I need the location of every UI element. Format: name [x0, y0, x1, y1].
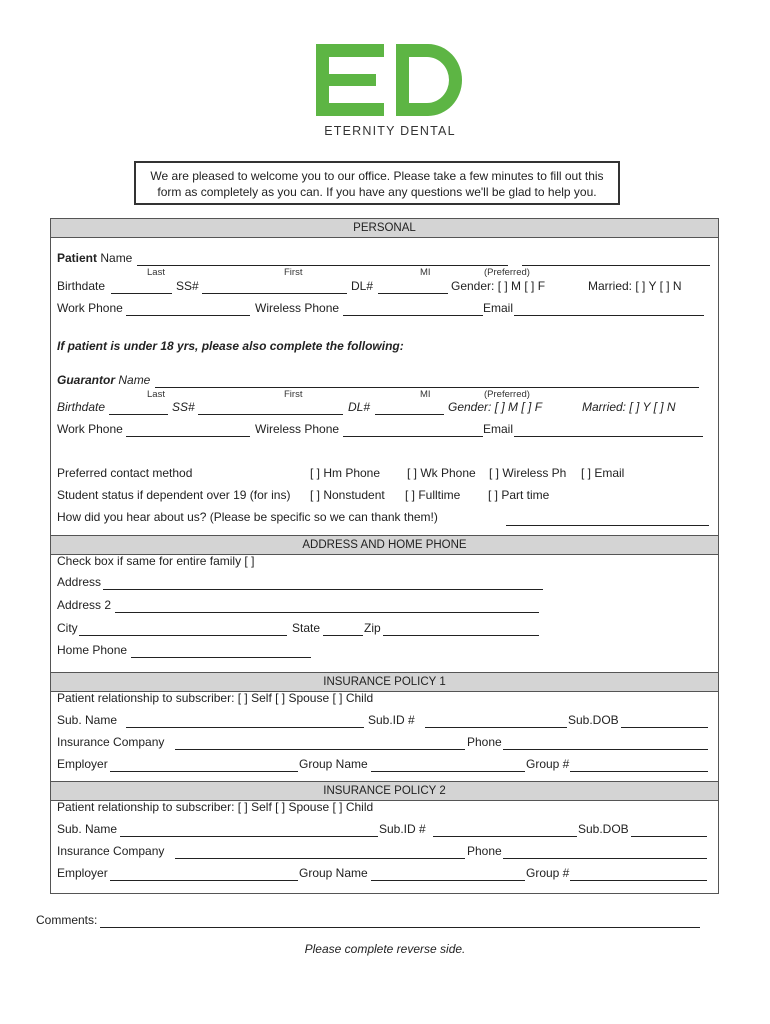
sublabel-first: First — [284, 267, 303, 278]
city-label: City — [57, 621, 78, 635]
student-full-checkbox[interactable]: [ ] Fulltime — [405, 488, 461, 502]
hear-about-field[interactable] — [506, 525, 709, 526]
patient-name-field[interactable] — [137, 265, 508, 266]
state-label: State — [292, 621, 321, 635]
g-ss-label: SS# — [172, 400, 195, 414]
ins2-company-label: Insurance Company — [57, 844, 165, 858]
ins2-group-no-label: Group # — [526, 866, 570, 880]
ins2-relationship-options[interactable]: Patient relationship to subscriber: [ ] Self [ ] Spouse [ ] Child — [57, 800, 374, 814]
ins1-employer-label: Employer — [57, 757, 108, 771]
brand-name — [300, 124, 480, 138]
gender-options[interactable]: Gender: [ ] M [ ] F — [451, 279, 546, 293]
wireless-phone-label: Wireless Phone — [255, 301, 340, 315]
section-insurance1-header: INSURANCE POLICY 1 — [51, 672, 718, 692]
guarantor-name-field[interactable] — [155, 387, 699, 388]
g-dl-field[interactable] — [375, 414, 444, 415]
ins1-phone-label: Phone — [467, 735, 502, 749]
address2-label: Address 2 — [57, 598, 112, 612]
student-part-checkbox[interactable]: [ ] Part time — [488, 488, 550, 502]
dl-label: DL# — [351, 279, 374, 293]
ed-logo-mark — [300, 38, 480, 120]
ins1-sub-dob-field[interactable] — [621, 727, 708, 728]
welcome-line-1: We are pleased to welcome you to our office. Please take a few minutes to fill out this — [150, 169, 604, 183]
ins1-group-no-label: Group # — [526, 757, 570, 771]
g-email-field[interactable] — [514, 436, 703, 437]
birthdate-field[interactable] — [111, 293, 172, 294]
home-phone-label: Home Phone — [57, 643, 128, 657]
contact-wk-checkbox[interactable]: [ ] Wk Phone — [407, 466, 476, 480]
ins2-sub-dob-label: Sub.DOB — [578, 822, 629, 836]
ins1-sub-dob-label: Sub.DOB — [568, 713, 619, 727]
brand-primary: ETERNITY — [324, 124, 396, 138]
birthdate-label: Birthdate — [57, 279, 106, 293]
contact-email-checkbox[interactable]: [ ] Email — [581, 466, 625, 480]
patient-name-label: Patient Name — [57, 251, 133, 265]
address2-field[interactable] — [115, 612, 539, 613]
comments-label: Comments: — [36, 913, 98, 927]
ins1-phone-field[interactable] — [503, 749, 708, 750]
email-field[interactable] — [514, 315, 704, 316]
ins2-employer-label: Employer — [57, 866, 108, 880]
ins2-sub-id-field[interactable] — [433, 836, 577, 837]
ins2-group-name-field[interactable] — [371, 880, 525, 881]
hear-about-label: How did you hear about us? (Please be specific so we can thank them!) — [57, 510, 438, 524]
registration-form — [50, 218, 719, 894]
g-work-phone-label: Work Phone — [57, 422, 123, 436]
logo — [300, 38, 480, 144]
ss-label: SS# — [176, 279, 199, 293]
ins1-relationship-options[interactable]: Patient relationship to subscriber: [ ] Self [ ] Spouse [ ] Child — [57, 691, 374, 705]
g-gender-options[interactable]: Gender: [ ] M [ ] F — [448, 400, 543, 414]
section-personal-header: PERSONAL — [51, 219, 718, 238]
ins1-company-label: Insurance Company — [57, 735, 165, 749]
contact-method-label: Preferred contact method — [57, 466, 193, 480]
ins2-sub-name-field[interactable] — [120, 836, 378, 837]
address-field[interactable] — [103, 589, 543, 590]
patient-preferred-field[interactable] — [522, 265, 710, 266]
section-insurance2-header: INSURANCE POLICY 2 — [51, 781, 718, 801]
work-phone-field[interactable] — [126, 315, 250, 316]
zip-field[interactable] — [383, 635, 539, 636]
g-ss-field[interactable] — [198, 414, 343, 415]
zip-label: Zip — [364, 621, 381, 635]
g-work-phone-field[interactable] — [126, 436, 250, 437]
g-sublabel-preferred: (Preferred) — [484, 389, 530, 400]
guarantor-name-label: Guarantor Name — [57, 373, 151, 387]
ins2-employer-field[interactable] — [110, 880, 298, 881]
g-sublabel-first: First — [284, 389, 303, 400]
comments-field[interactable] — [100, 927, 700, 928]
work-phone-label: Work Phone — [57, 301, 123, 315]
contact-wireless-checkbox[interactable]: [ ] Wireless Ph — [489, 466, 567, 480]
ins2-sub-name-label: Sub. Name — [57, 822, 118, 836]
g-birthdate-field[interactable] — [109, 414, 168, 415]
sublabel-last: Last — [147, 267, 165, 278]
ins2-phone-field[interactable] — [503, 858, 707, 859]
sublabel-mi: MI — [420, 267, 431, 278]
city-field[interactable] — [79, 635, 287, 636]
brand-secondary: DENTAL — [400, 124, 456, 138]
welcome-line-2: form as completely as you can. If you have any questions we'll be glad to help you. — [157, 185, 597, 199]
email-label: Email — [483, 301, 514, 315]
ins1-group-name-field[interactable] — [371, 771, 525, 772]
ins2-company-field[interactable] — [175, 858, 465, 859]
ins1-sub-name-label: Sub. Name — [57, 713, 118, 727]
dl-field[interactable] — [378, 293, 448, 294]
g-birthdate-label: Birthdate — [57, 400, 106, 414]
ins1-group-no-field[interactable] — [570, 771, 708, 772]
student-status-label: Student status if dependent over 19 (for ins) — [57, 488, 291, 502]
g-sublabel-last: Last — [147, 389, 165, 400]
footer-note: Please complete reverse side. — [304, 942, 466, 956]
ins1-sub-id-label: Sub.ID # — [368, 713, 415, 727]
ins1-sub-name-field[interactable] — [126, 727, 364, 728]
ins2-sub-dob-field[interactable] — [631, 836, 707, 837]
section-address-header: ADDRESS AND HOME PHONE — [51, 535, 718, 555]
ins1-sub-id-field[interactable] — [425, 727, 567, 728]
wireless-phone-field[interactable] — [343, 315, 483, 316]
ins2-phone-label: Phone — [467, 844, 502, 858]
g-married-options[interactable]: Married: [ ] Y [ ] N — [582, 400, 676, 414]
family-checkbox[interactable]: Check box if same for entire family [ ] — [57, 554, 255, 568]
g-sublabel-mi: MI — [420, 389, 431, 400]
contact-hm-checkbox[interactable]: [ ] Hm Phone — [310, 466, 381, 480]
ins1-employer-field[interactable] — [110, 771, 298, 772]
g-wireless-phone-field[interactable] — [343, 436, 483, 437]
ins1-group-name-label: Group Name — [299, 757, 368, 771]
ins2-sub-id-label: Sub.ID # — [379, 822, 426, 836]
g-wireless-phone-label: Wireless Phone — [255, 422, 340, 436]
married-options[interactable]: Married: [ ] Y [ ] N — [588, 279, 682, 293]
home-phone-field[interactable] — [131, 657, 311, 658]
ins2-group-name-label: Group Name — [299, 866, 368, 880]
sublabel-preferred: (Preferred) — [484, 267, 530, 278]
ins1-company-field[interactable] — [175, 749, 465, 750]
ins2-group-no-field[interactable] — [570, 880, 707, 881]
welcome-box — [134, 161, 620, 205]
g-email-label: Email — [483, 422, 514, 436]
student-non-checkbox[interactable]: [ ] Nonstudent — [310, 488, 385, 502]
ss-field[interactable] — [202, 293, 347, 294]
state-field[interactable] — [323, 635, 363, 636]
minor-notice: If patient is under 18 yrs, please also complete the following: — [57, 339, 404, 353]
g-dl-label: DL# — [348, 400, 371, 414]
address-label: Address — [57, 575, 102, 589]
